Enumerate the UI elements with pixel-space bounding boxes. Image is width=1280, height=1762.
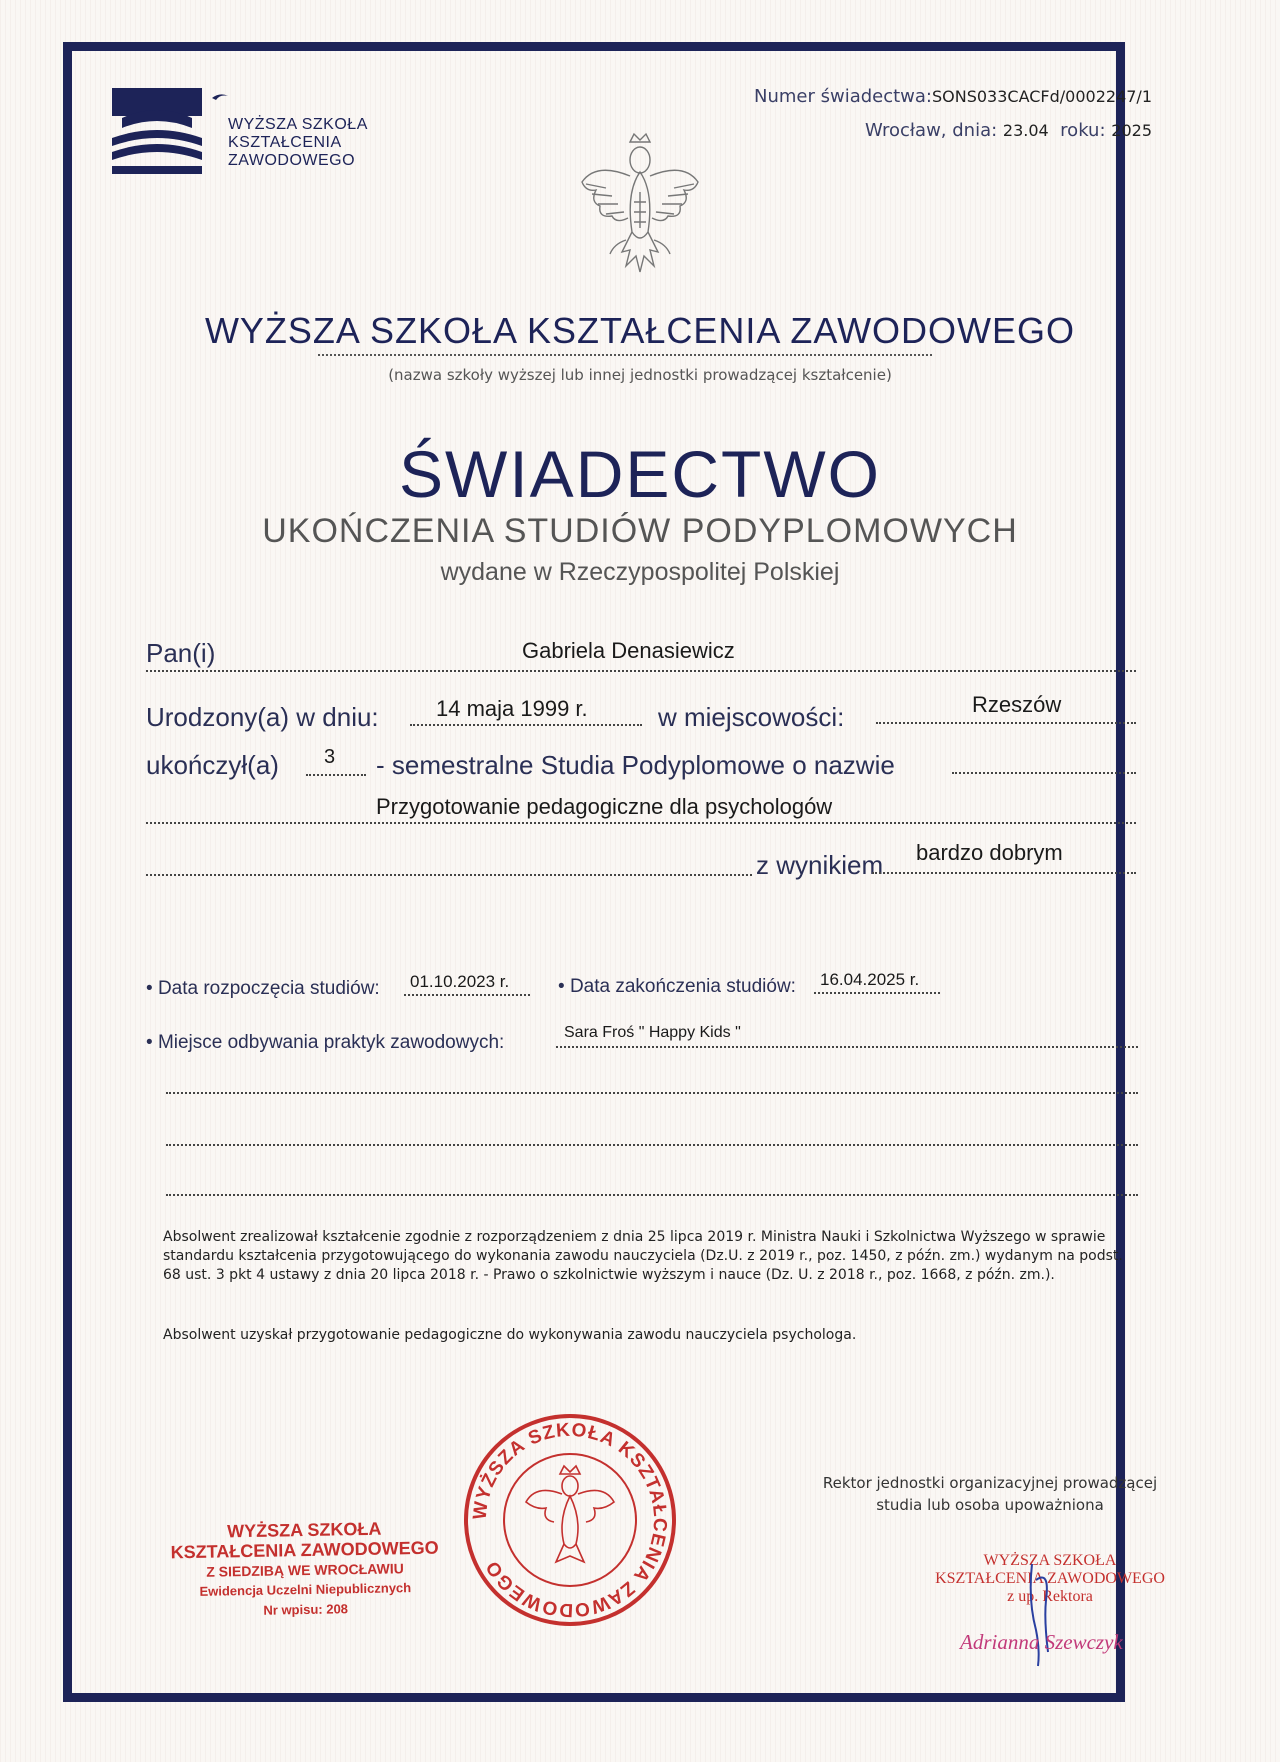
end-date-value: 16.04.2025 r. <box>820 970 920 989</box>
seal-eagle-icon <box>526 1466 614 1562</box>
result-dotted-line <box>872 872 1136 874</box>
practice-dotted-line-2 <box>166 1092 1138 1094</box>
place-dotted-line <box>876 722 1136 724</box>
name-label: Pan(i) <box>146 638 216 668</box>
legal-basis-paragraph: Absolwent zrealizował kształcenie zgodnie z rozporządzeniem z dnia 25 lipca 2019 r. Ministra Nauki i Szkolnictwa Wyższego w sprawie standardu kształcenia przygotowującego do wykonania zawodu nauczyciela (Dz.U. z 2019 r., poz. 1450, z późn. zm.) wydanym na podst. 68 ust. 3 pkt 4 ustawy z dnia 20 lipca 2018 r. - Prawo o szkolnictwie wyższym i nauce (Dz. U. z 2018 r., poz. 1668, z późn. zm.). <box>163 1229 1123 1283</box>
studies-label: - semestralne Studia Podyplomowe o nazwie <box>376 750 895 780</box>
certificate-subtitle-issued: wydane w Rzeczypospolitej Polskiej <box>440 558 840 586</box>
semesters-value: 3 <box>324 746 336 768</box>
certificate-subtitle: UKOŃCZENIA STUDIÓW PODYPLOMOWYCH <box>262 512 1018 550</box>
rector-signature-caption: Rektor jednostki organizacyjnej prowadzącej studia lub osoba upoważniona <box>822 1474 1158 1514</box>
school-name: WYŻSZA SZKOŁA KSZTAŁCENIA ZAWODOWEGO <box>204 310 1076 351</box>
practice-label: • Miejsce odbywania praktyk zawodowych: <box>146 1032 505 1053</box>
start-date-label: • Data rozpoczęcia studiów: <box>146 978 380 999</box>
born-dotted-line <box>410 724 642 726</box>
qualification-paragraph: Absolwent uzyskał przygotowanie pedagogiczne do wykonywania zawodu nauczyciela psychologa. <box>163 1327 857 1343</box>
name-dotted-line <box>146 670 1136 672</box>
official-round-seal <box>460 1410 680 1630</box>
certificate-number: Numer świadectwa:SONS033CACFd/0002247/1 <box>753 86 1152 107</box>
place-label: w miejscowości: <box>658 702 845 732</box>
signature-name: Adrianna Szewczyk <box>960 1630 1123 1654</box>
school-logo-text: WYŻSZA SZKOŁA KSZTAŁCENIA ZAWODOWEGO <box>228 116 368 169</box>
eagle-emblem-icon <box>576 132 704 280</box>
issue-date: Wrocław, dnia: 23.04 roku: 2025 <box>865 120 1152 141</box>
result-value: bardzo dobrym <box>916 840 1063 865</box>
studies-dotted-line <box>952 772 1136 774</box>
rector-authorization-stamp: WYŻSZA SZKOŁA KSZTAŁCENIA ZAWODOWEGO z up. Rektora <box>935 1552 1165 1605</box>
school-name-dotted-line <box>318 354 932 356</box>
svg-text:WYŻSZA SZKOŁA KSZTAŁCENIA ZAWO <box>470 1420 671 1621</box>
program-dotted-line <box>146 822 1136 824</box>
practice-value: Sara Froś " Happy Kids " <box>564 1024 741 1041</box>
practice-dotted-line-3 <box>166 1144 1138 1146</box>
place-value: Rzeszów <box>972 692 1062 717</box>
certificate-title: ŚWIADECTWO <box>399 437 881 511</box>
program-value: Przygotowanie pedagogiczne dla psychologów <box>376 794 833 819</box>
school-name-caption: (nazwa szkoły wyższej lub innej jednostki prowadzącej kształcenie) <box>388 366 892 384</box>
practice-dotted-line-4 <box>166 1194 1138 1196</box>
end-date-dotted-line <box>814 992 940 994</box>
born-label: Urodzony(a) w dniu: <box>146 702 379 732</box>
name-value: Gabriela Denasiewicz <box>522 638 735 663</box>
start-date-dotted-line <box>404 994 530 996</box>
practice-dotted-line <box>556 1046 1138 1048</box>
born-value: 14 maja 1999 r. <box>436 696 588 721</box>
end-date-label: • Data zakończenia studiów: <box>558 976 796 997</box>
semesters-dotted-line <box>306 774 366 776</box>
start-date-value: 01.10.2023 r. <box>410 972 510 991</box>
result-label: z wynikiem <box>756 850 884 880</box>
result-dotted-line-left <box>146 874 752 876</box>
completed-label: ukończył(a) <box>146 750 279 780</box>
school-registration-stamp: WYŻSZA SZKOŁA KSZTAŁCENIA ZAWODOWEGO Z SIEDZIBĄ WE WROCŁAWIU Ewidencja Uczelni Niepublicznych Nr wpisu: 208 <box>170 1518 439 1618</box>
seal-text: WYŻSZA SZKOŁA KSZTAŁCENIA ZAWODOWEGO <box>469 1419 671 1621</box>
